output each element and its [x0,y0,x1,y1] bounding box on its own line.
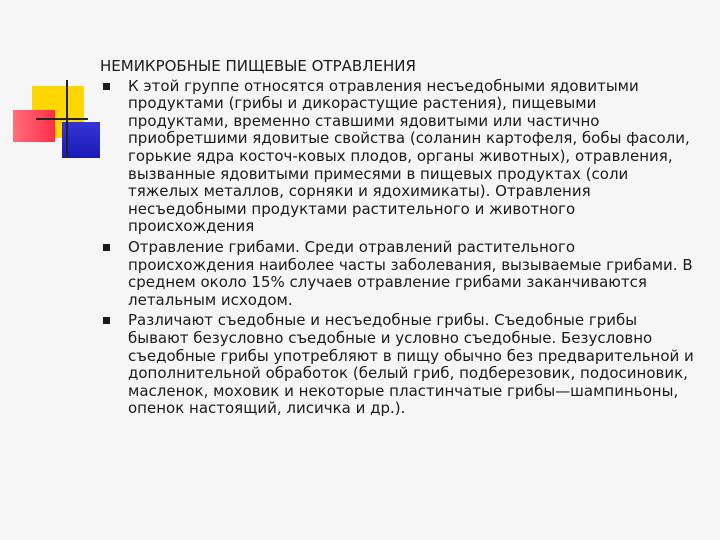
bullet-list [100,78,700,418]
decorative-red-square [13,110,55,142]
square-bullet-icon [103,244,110,251]
list-item-text: Отравление грибами. Среди отравлений растительного происхождения наиболее часты заболевания, вызываемые грибами. В среднем около 15% случаев отравление грибами заканчиваются летальным исходом. [128,237,693,309]
square-bullet-icon [103,83,110,90]
square-bullet-icon [103,317,110,324]
list-item-text: К этой группе относятся отравления несъедобными ядовитыми продуктами (грибы и дикорастущие растения), пищевыми продуктами, временно ставшими ядовитыми или частично приобретшими ядовитые свойства (соланин картофеля, бобы фасоли, горькие ядра косточ-ковых плодов, органы животных), отравления, вызванные ядовитыми примесями в пищевых продуктах (соли тяжелых металлов, сорняки и ядохимикаты). Отравления несъедобными продуктами растительного и животного происхождения [128,76,690,236]
list-item [100,312,700,418]
decorative-vertical-line [66,80,68,158]
list-item [100,239,700,309]
list-item [100,78,700,236]
decorative-horizontal-line [36,118,88,120]
list-item-text: Различают съедобные и несъедобные грибы. Съедобные грибы бывают безусловно съедобные и условно съедобные. Безусловно съедобные грибы употребляют в пищу обычно без предварительной и дополнительной обработок (белый гриб, подберезовик, подосиновик, масленок, моховик и некоторые пластинчатые грибы—шампиньоны, опенок настоящий, лисичка и др.). [128,311,694,418]
slide-content [100,58,700,421]
slide-title: НЕМИКРОБНЫЕ ПИЩЕВЫЕ ОТРАВЛЕНИЯ [100,57,416,75]
